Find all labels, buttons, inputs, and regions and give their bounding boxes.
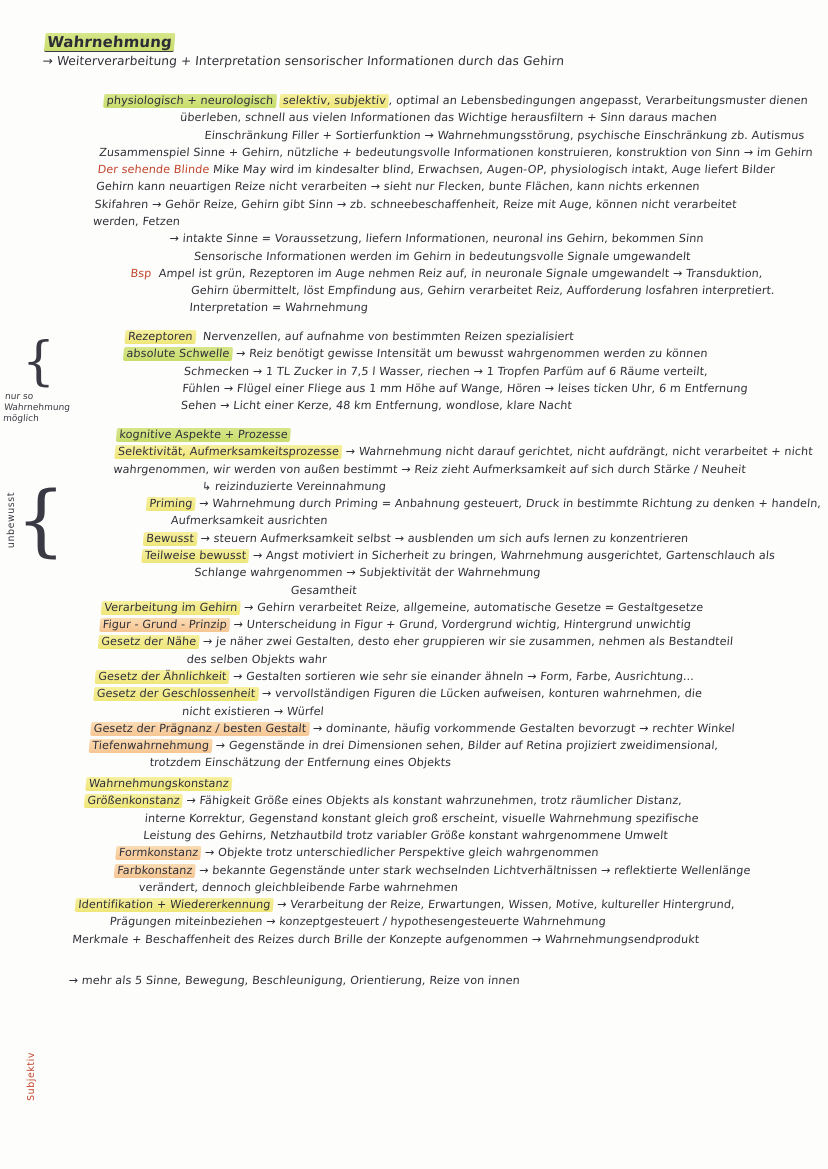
notes-line <box>48 722 825 737</box>
notes-block <box>76 330 828 414</box>
line-text: → bekannte Gegenstände unter stark wechselnden Lichtverhältnissen → reflektierte Wellenlänge <box>194 863 752 877</box>
notes-line <box>60 584 828 599</box>
line-text: → steuern Aufmerksamkeit selbst → ausblenden um sich aufs lernen zu konzentrieren <box>196 531 689 545</box>
notes-line <box>57 618 828 633</box>
highlighted-term: physiologisch + neurologisch <box>103 94 277 108</box>
line-text: ↳ reizinduzierte Vereinnahmung <box>201 480 387 494</box>
notes-line <box>34 881 811 896</box>
highlighted-term: Wahrnehmungskonstanz <box>85 777 232 791</box>
notes-line <box>79 365 828 380</box>
highlighted-term: Gesetz der Ähnlichkeit <box>95 670 230 684</box>
notes-line <box>78 382 828 397</box>
line-text: → Gestalten sortieren wie sehr sie einander ähneln → Form, Farbe, Ausrichtung... <box>228 670 695 684</box>
notes-line <box>31 916 808 931</box>
notes-line <box>54 653 828 668</box>
notes-line <box>101 111 828 126</box>
notes-line <box>95 181 828 196</box>
notes-line <box>74 428 828 443</box>
notes-line <box>76 399 828 414</box>
notes-line <box>71 463 828 478</box>
notes-line <box>62 566 828 581</box>
highlighted-term: Priming <box>146 497 196 511</box>
line-text: Sehen → Licht einer Kerze, 48 km Entfernung, wondlose, klare Nacht <box>180 399 573 413</box>
notes-line <box>40 812 817 827</box>
notes-block <box>45 428 828 771</box>
line-text: Ampel ist grün, Rezeptoren im Auge nehmen Reiz auf, in neuronale Signale umgewandelt → Transduktion, <box>150 266 764 280</box>
notes-line <box>98 146 828 161</box>
notes-line <box>47 739 824 754</box>
highlighted-term: Tiefenwahrnehmung <box>89 739 213 753</box>
highlighted-term: Formkonstanz <box>115 846 202 860</box>
line-text: interne Korrektur, Gegenstand konstant gleich groß erscheint, visuelle Wahrnehmung spezifische <box>144 811 700 825</box>
notes-line <box>37 846 814 861</box>
line-text: Gehirn übermittelt, löst Empfindung aus, Gehirn verarbeitet Reiz, Aufforderung losfahren interpretiert. <box>190 284 776 298</box>
highlighted-term: absolute Schwelle <box>123 348 233 362</box>
line-text: Leistung des Gehirns, Netzhautbild trotz variabler Größe konstant wahrgenommene Umwelt <box>142 829 669 843</box>
line-text: Sensorische Informationen werden im Gehirn in bedeutungsvolle Signale umgewandelt <box>193 249 692 263</box>
notes-line <box>94 198 828 213</box>
notes-line <box>97 163 828 178</box>
line-text: → Angst motiviert in Sicherheit zu bringen, Wahrnehmung ausgerichtet, Gartenschlauch als <box>248 549 776 563</box>
brace-rezeptoren: { <box>22 332 56 392</box>
line-text: trotzdem Einschätzung der Entfernung eines Objekts <box>149 756 452 770</box>
notes-line <box>63 549 828 564</box>
highlighted-term: Selektivität, Aufmerksamkeitsprozesse <box>114 445 342 459</box>
line-text: nicht existieren → Würfel <box>181 704 325 718</box>
notes-line <box>33 898 810 913</box>
highlighted-term: Farbkonstanz <box>114 864 196 878</box>
notes-line <box>88 267 828 282</box>
line-text: , optimal an Lebensbedingungen angepasst, Verarbeitungsmuster dienen <box>388 94 809 108</box>
line-text: Fühlen → Flügel einer Fliege aus 1 mm Höhe auf Wange, Hören → leises ticken Uhr, 6 m Entfernung <box>181 382 749 396</box>
line-text: Mike May wird im kindesalter blind, Erwachsen, Augen-OP, physiologisch intakt, Auge liefert Bilder <box>208 163 776 177</box>
notes-line <box>45 757 822 772</box>
line-text: Skifahren → Gehör Reize, Gehirn gibt Sinn → zb. schneebeschaffenheit, Reize mit Auge, können nicht verarbeitet <box>94 197 738 211</box>
page-title: Wahrnehmung <box>43 33 175 52</box>
margin-note-nur-so: nur so Wahrnehmung möglich <box>2 392 71 424</box>
notes-line <box>86 284 828 299</box>
line-text: Interpretation = Wahrnehmung <box>188 301 369 315</box>
highlighted-term: Teilweise bewusst <box>141 549 250 563</box>
highlighted-term: Der sehende Blinde <box>97 163 210 177</box>
line-text: → Wahrnehmung durch Priming = Anbahnung gesteuert, Druck in bestimmte Richtung zu denken + handeln, <box>194 497 822 511</box>
notes-block <box>85 94 828 316</box>
margin-note-unbewusst: unbewusst <box>6 492 17 549</box>
highlighted-term: Gesetz der Nähe <box>98 636 200 650</box>
highlighted-term: Gesetz der Geschlossenheit <box>93 687 259 701</box>
notes-line <box>50 705 827 720</box>
line-text: des selben Objekts wahr <box>186 652 328 666</box>
line-text: → Gehirn verarbeitet Reize, allgemeine, automatische Gesetze = Gestaltgesetze <box>239 601 704 615</box>
margin-note-subjektiv: Subjektiv <box>26 1052 37 1101</box>
line-text: Prägungen miteinbeziehen → konzeptgesteuert / hypothesengesteuerte Wahrnehmung <box>109 915 607 929</box>
line-text: → intakte Sinne = Voraussetzung, liefern Informationen, neuronal ins Gehirn, bekommen Sinn <box>169 232 705 246</box>
highlighted-term: Identifikation + Wiedererkennung <box>75 898 274 912</box>
line-text: Gesamtheit <box>290 583 358 597</box>
notes-line <box>68 497 828 512</box>
line-text: → vervollständigen Figuren die Lücken aufweisen, konturen wahrnehmen, die <box>257 687 703 701</box>
line-text: werden, Fetzen <box>92 215 181 229</box>
notes-line <box>36 864 813 879</box>
notes-line <box>42 795 819 810</box>
notes-line <box>30 933 807 948</box>
notes-body <box>26 94 828 988</box>
highlighted-term: Gesetz der Prägnanz / besten Gestalt <box>90 722 310 736</box>
title-row <box>26 18 808 84</box>
line-text: → dominante, häufig vorkommende Gestalten bevorzugt → rechter Winkel <box>308 721 736 735</box>
line-text: Gehirn kann neuartigen Reize nicht verarbeiten → sieht nur Flecken, bunte Flächen, kann nichts erkennen <box>95 180 701 194</box>
line-text: → Unterscheidung in Figur + Grund, Vordergrund wichtig, Hintergrund unwichtig <box>229 618 692 632</box>
line-text: → Wahrnehmung nicht darauf gerichtet, nicht aufdrängt, nicht verarbeitet + nicht <box>341 445 814 459</box>
line-text: Merkmale + Beschaffenheit des Reizes durch Brille der Konzepte aufgenommen → Wahrnehmungsendprodukt <box>71 932 700 946</box>
line-text: verändert, dennoch gleichbleibende Farbe wahrnehmen <box>138 881 459 895</box>
line-text: Nervenzellen, auf aufnahme von bestimmten Reizen spezialisiert <box>195 330 575 344</box>
line-text: Zusammenspiel Sinne + Gehirn, nützliche + bedeutungsvolle Informationen konstruieren, konstruktion von Sinn → im Gehirn <box>98 145 814 159</box>
title-definition: → Weiterverarbeitung + Interpretation sensorischer Informationen durch das Gehirn <box>42 53 565 68</box>
notes-line <box>100 129 828 144</box>
line-text: Schlange wahrgenommen → Subjektivität der Wahrnehmung <box>193 566 542 580</box>
notes-line <box>72 445 828 460</box>
highlighted-term: Rezeptoren <box>124 330 196 344</box>
line-text: → Verarbeitung der Reize, Erwartungen, Wissen, Motive, kultureller Hintergrund, <box>272 898 736 912</box>
line-text: Aufmerksamkeit ausrichten <box>170 514 329 528</box>
notes-line <box>53 670 828 685</box>
line-text: wahrgenommen, wir werden von außen bestimmt → Reiz zieht Aufmerksamkeit auf sich durch Stärke / Neuheit <box>112 462 747 476</box>
highlighted-term: Größenkonstanz <box>84 795 184 809</box>
notes-line <box>69 480 828 495</box>
highlighted-term: Verarbeitung im Gehirn <box>101 601 241 615</box>
highlighted-term: Bewusst <box>143 532 198 546</box>
line-text: → Reiz benötigt gewisse Intensität um bewusst wahrgenommen werden zu können <box>231 347 709 361</box>
line-text: überleben, schnell aus vielen Informationen das Wichtige herausfiltern + Sinn daraus machen <box>179 111 718 125</box>
notes-line <box>51 687 828 702</box>
notes-line <box>82 330 828 345</box>
notes-block <box>26 974 803 989</box>
notes-line <box>91 232 828 247</box>
notes-line <box>59 601 828 616</box>
brace-kognitive: { <box>16 476 66 566</box>
notes-line <box>65 532 828 547</box>
line-text: Schmecken → 1 TL Zucker in 7,5 l Wasser, riechen → 1 Tropfen Parfüm auf 6 Räume verteilt, <box>183 364 709 378</box>
notes-line <box>56 636 828 651</box>
notes-block <box>30 777 821 947</box>
notes-line <box>85 302 828 317</box>
notes-line <box>26 974 803 989</box>
notes-line <box>66 515 828 530</box>
notes-line <box>89 250 828 265</box>
line-text: → mehr als 5 Sinne, Bewegung, Beschleunigung, Orientierung, Reize von innen <box>68 973 521 987</box>
highlighted-term: kognitive Aspekte + Prozesse <box>116 428 292 442</box>
highlighted-term: selektiv, subjektiv <box>279 94 389 108</box>
line-text: Einschränkung Filler + Sortierfunktion → Wahrnehmungsstörung, psychische Einschränkung zb. Autismus <box>204 128 805 142</box>
highlighted-term: Bsp <box>129 266 153 280</box>
highlighted-term: Figur - Grund - Prinzip <box>99 618 230 632</box>
line-text: → Objekte trotz unterschiedlicher Perspektive gleich wahrgenommen <box>200 846 600 860</box>
notes-line <box>81 348 828 363</box>
notes-line <box>103 94 828 109</box>
notes-line <box>39 829 816 844</box>
notes-line <box>92 215 828 230</box>
line-text: → Fähigkeit Größe eines Objekts als konstant wahrzunehmen, trotz räumlicher Distanz, <box>182 794 683 808</box>
line-text: → Gegenstände in drei Dimensionen sehen, Bilder auf Retina projiziert zweidimensional, <box>211 739 719 753</box>
line-text: → je näher zwei Gestalten, desto eher gruppieren wir sie zusammen, nehmen als Bestandteil <box>198 635 734 649</box>
notes-line <box>43 777 820 792</box>
